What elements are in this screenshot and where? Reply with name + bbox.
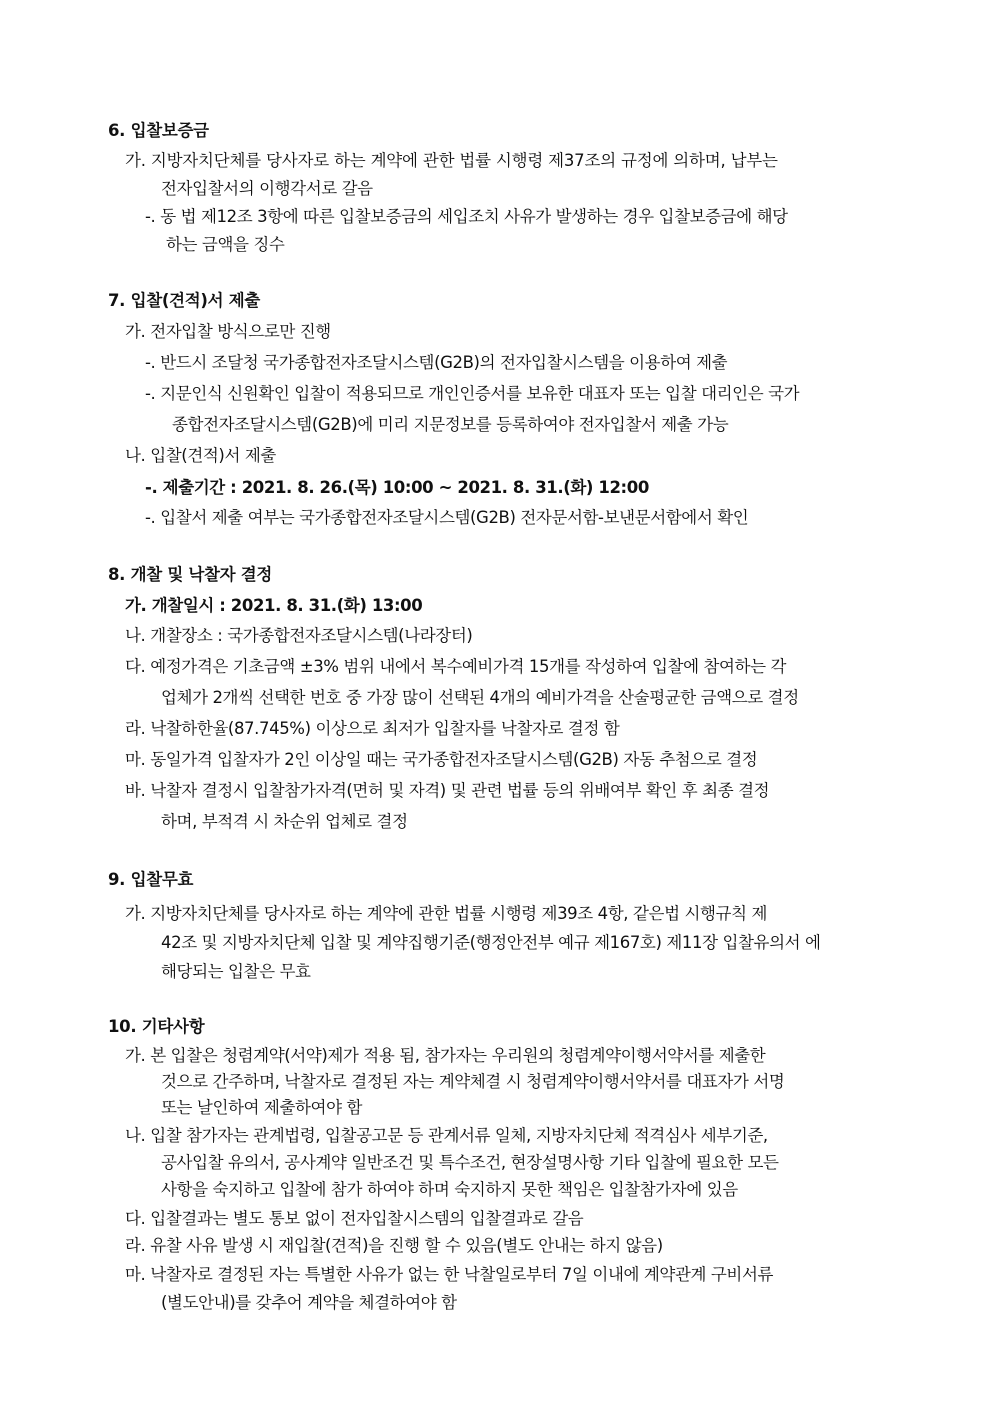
section-8-line-5: 라. 낙찰하한율(87.745%) 이상으로 최저가 입찰자를 낙찰자로 결정 함	[125, 719, 620, 738]
section-10-line-4: 나. 입찰 참가자는 관계법령, 입찰공고문 등 관계서류 일체, 지방자치단체 적격심사 세부기준,	[125, 1126, 768, 1145]
section-10-line-1: 가. 본 입찰은 청렴계약(서약)제가 적용 됨, 참가자는 우리원의 청렴계약이행서약서를 제출한	[125, 1046, 766, 1065]
section-8-line-3: 다. 예정가격은 기초금액 ±3% 범위 내에서 복수예비가격 15개를 작성하여 입찰에 참여하는 각	[125, 657, 787, 676]
section-10-heading: 10. 기타사항	[108, 1017, 205, 1036]
section-6-line-2: 전자입찰서의 이행각서로 갈음	[161, 179, 373, 198]
section-6-line-1: 가. 지방자치단체를 당사자로 하는 계약에 관한 법률 시행령 제37조의 규정에 의하며, 납부는	[125, 151, 778, 170]
section-6-line-4: 하는 금액을 징수	[166, 235, 285, 254]
section-10-line-2: 것으로 간주하며, 낙찰자로 결정된 자는 계약체결 시 청렴계약이행서약서를 대표자가 서명	[161, 1072, 785, 1091]
section-7-line-4: 종합전자조달시스템(G2B)에 미리 지문정보를 등록하여야 전자입찰서 제출 가능	[172, 415, 729, 434]
section-10-line-9: 마. 낙찰자로 결정된 자는 특별한 사유가 없는 한 낙찰일로부터 7일 이내에 계약관계 구비서류	[125, 1265, 774, 1284]
section-8-line-8: 하며, 부적격 시 차순위 업체로 결정	[161, 812, 408, 831]
section-10-line-5: 공사입찰 유의서, 공사계약 일반조건 및 특수조건, 현장설명사항 기타 입찰에 필요한 모든	[161, 1153, 779, 1172]
section-6-heading: 6. 입찰보증금	[108, 121, 209, 140]
section-8-opening-date: 가. 개찰일시 : 2021. 8. 31.(화) 13:00	[125, 596, 423, 615]
section-10-line-8: 라. 유찰 사유 발생 시 재입찰(견적)을 진행 할 수 있음(별도 안내는 하지 않음)	[125, 1236, 663, 1255]
section-8-line-4: 업체가 2개씩 선택한 번호 중 가장 많이 선택된 4개의 예비가격을 산술평균한 금액으로 결정	[161, 688, 799, 707]
section-10-line-7: 다. 입찰결과는 별도 통보 없이 전자입찰시스템의 입찰결과로 갈음	[125, 1209, 584, 1228]
section-7-heading: 7. 입찰(견적)서 제출	[108, 291, 260, 310]
section-7-line-2: -. 반드시 조달청 국가종합전자조달시스템(G2B)의 전자입찰시스템을 이용하여 제출	[145, 353, 728, 372]
section-9-line-2: 42조 및 지방자치단체 입찰 및 계약집행기준(행정안전부 예규 제167호) 제11장 입찰유의서 에	[161, 933, 821, 952]
section-7-line-7: -. 입찰서 제출 여부는 국가종합전자조달시스템(G2B) 전자문서함-보낸문서함에서 확인	[145, 508, 749, 527]
section-9-line-3: 해당되는 입찰은 무효	[161, 962, 311, 981]
section-9-heading: 9. 입찰무효	[108, 870, 194, 889]
section-10-line-6: 사항을 숙지하고 입찰에 참가 하여야 하며 숙지하지 못한 책임은 입찰참가자에 있음	[161, 1180, 738, 1199]
section-7-line-3: -. 지문인식 신원확인 입찰이 적용되므로 개인인증서를 보유한 대표자 또는 입찰 대리인은 국가	[145, 384, 800, 403]
section-7-line-5: 나. 입찰(견적)서 제출	[125, 446, 276, 465]
section-9-line-1: 가. 지방자치단체를 당사자로 하는 계약에 관한 법률 시행령 제39조 4항, 같은법 시행규칙 제	[125, 904, 767, 923]
section-10-line-10: (별도안내)를 갖추어 계약을 체결하여야 함	[161, 1293, 457, 1312]
section-7-line-1: 가. 전자입찰 방식으로만 진행	[125, 322, 331, 341]
section-6-line-3: -. 동 법 제12조 3항에 따른 입찰보증금의 세입조치 사유가 발생하는 경우 입찰보증금에 해당	[145, 207, 788, 226]
section-8-heading: 8. 개찰 및 낙찰자 결정	[108, 565, 273, 584]
section-10-line-3: 또는 날인하여 제출하여야 함	[161, 1098, 363, 1117]
section-8-line-6: 마. 동일가격 입찰자가 2인 이상일 때는 국가종합전자조달시스템(G2B) 자동 추첨으로 결정	[125, 750, 758, 769]
section-8-line-7: 바. 낙찰자 결정시 입찰참가자격(면허 및 자격) 및 관련 법률 등의 위배여부 확인 후 최종 결정	[125, 781, 770, 800]
section-8-line-2: 나. 개찰장소 : 국가종합전자조달시스템(나라장터)	[125, 626, 473, 645]
section-7-deadline: -. 제출기간 : 2021. 8. 26.(목) 10:00 ~ 2021. 8. 31.(화) 12:00	[145, 478, 649, 497]
